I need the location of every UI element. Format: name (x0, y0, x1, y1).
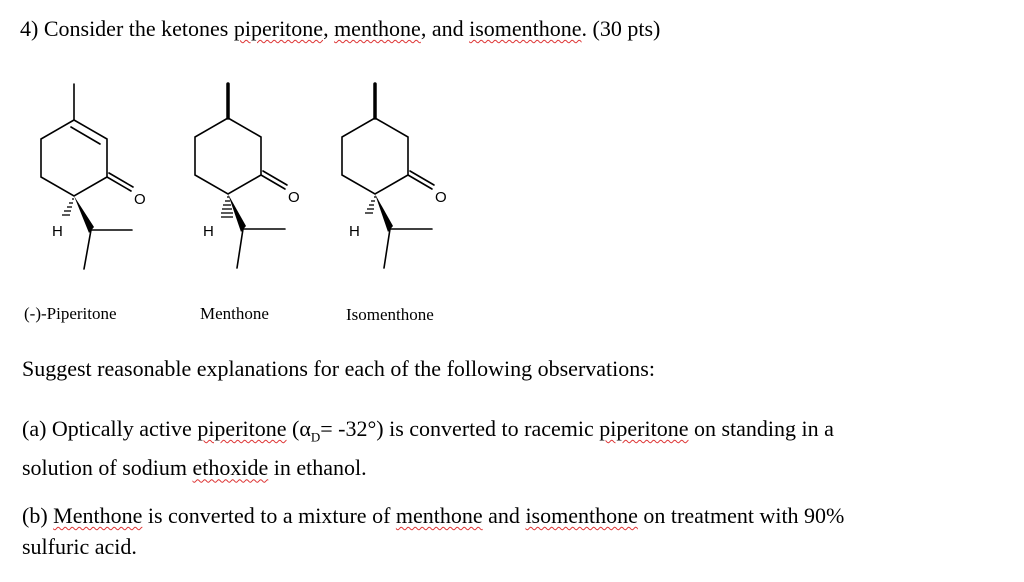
text: in ethanol. (268, 455, 367, 481)
hash-bond (365, 197, 376, 213)
text: sulfuric acid. (22, 534, 137, 559)
text: and (482, 503, 526, 528)
atom-o: O (288, 189, 300, 206)
atom-h: H (52, 223, 63, 240)
word-ethoxide: ethoxide (192, 455, 269, 481)
part-a (22, 413, 1012, 483)
ketone-piperitone: piperitone (233, 16, 324, 41)
label-isomenthone: Isomenthone (346, 305, 434, 324)
separator: , (323, 16, 335, 41)
label-menthone: Menthone (200, 304, 269, 323)
text: is converted to a mixture of (142, 503, 396, 528)
part-a-label: (a) Optically active (22, 416, 198, 441)
question-number: 4) (20, 16, 39, 41)
label-piperitone: (-)-Piperitone (24, 304, 117, 323)
piperitone-structure (41, 84, 133, 269)
atom-h: H (349, 223, 360, 240)
part-b (22, 500, 1012, 562)
atom-o: O (435, 189, 447, 206)
word-isomenthone: isomenthone (525, 503, 638, 528)
isomenthone-structure (342, 84, 434, 268)
hash-bond (62, 199, 74, 215)
word-menthone: Menthone (53, 503, 143, 528)
alpha-symbol: α (299, 416, 311, 441)
question-points: . (30 pts) (581, 16, 661, 41)
text: ) is converted to racemic (376, 416, 600, 441)
word-piperitone: piperitone (197, 416, 287, 441)
instruction-text: Suggest reasonable explanations for each of the following observations: (22, 356, 655, 381)
part-b-label: (b) (22, 503, 54, 528)
wedge-bond (74, 196, 94, 233)
wedge-bond (375, 194, 393, 232)
text: on treatment with 90% (637, 503, 845, 528)
alpha-d (299, 416, 321, 445)
word-menthone: menthone (395, 503, 483, 528)
alpha-sub: D (310, 429, 321, 445)
atom-o: O (134, 191, 146, 208)
rotation-value: = -32° (320, 416, 377, 441)
separator: , and (420, 16, 470, 41)
word-piperitone: piperitone (599, 416, 689, 441)
text: solution of sodium (22, 455, 193, 481)
atom-h: H (203, 223, 214, 240)
text: on standing in a (688, 416, 834, 441)
ketone-isomenthone: isomenthone (469, 16, 582, 41)
ketone-menthone: menthone (334, 16, 421, 41)
menthone-structure (195, 84, 287, 268)
question-lead: Consider the ketones (43, 16, 229, 41)
text: ( (286, 416, 300, 441)
